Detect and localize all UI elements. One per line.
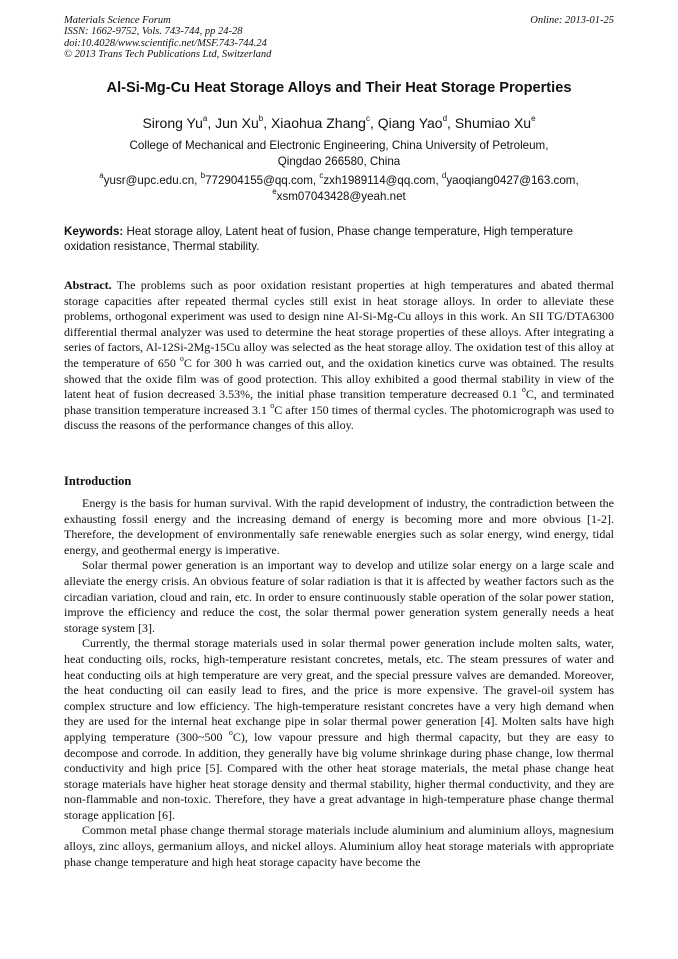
email-mark: e (272, 186, 277, 196)
journal-name: Materials Science Forum (64, 15, 171, 26)
journal-doi: doi:10.4028/www.scientific.net/MSF.743-744.24 (64, 37, 267, 49)
section-heading: Introduction (64, 474, 132, 488)
abstract (64, 278, 614, 434)
author-mark: a (202, 114, 208, 124)
author-name: Shumiao Xu (454, 115, 532, 131)
affiliation-line: Qingdao 266580, China (277, 154, 401, 168)
keywords-text: Heat storage alloy, Latent heat of fusion, Phase change temperature, High temperature oxidation resistance, Thermal stability. (64, 225, 573, 254)
affiliation (64, 138, 614, 169)
paragraph-text: Currently, the thermal storage materials used in solar thermal power generation include molten salts, water, heat conducting oils, rocks, high-temperature resistant concretes, metals, etc. The steam pressures of water and heat conducting oils at high temperature are very great, and the special pressure valves are demanded. Moreover, the heat conducting oil can easily lead to fires, and the price is more expensive. The gravel-oil system has complex structure and low efficiency. The high-temperature resistant concretes have a very high demand when they are used for the internal heat exchange pipe in solar thermal power generation [4]. Molten salts have high applying temperature (300~500 (64, 636, 614, 744)
journal-issn: ISSN: 1662-9752, Vols. 743-744, pp 24-28 (64, 26, 243, 38)
keywords-label: Keywords: (64, 225, 124, 238)
paragraph (64, 636, 614, 823)
email-address: 772904155@qq.com (205, 174, 313, 187)
author-name: Sirong Yu (142, 115, 203, 131)
author-list: Sirong Yu$^a$, Jun Xu$^b$, Xiaohua Zhang$^c$, Qiang Yao$^d$, Shumiao Xu$^e$ (142, 114, 536, 131)
journal-copyright: © 2013 Trans Tech Publications Ltd, Switzerland (64, 49, 272, 61)
email-address: yusr@upc.edu.cn (103, 174, 195, 187)
author-mark: d (442, 114, 448, 124)
author-mark: c (365, 114, 370, 124)
affiliation-line: College of Mechanical and Electronic Engineering, China University of Petroleum, (129, 139, 549, 152)
email-address: yaoqiang0427@163.com (446, 174, 576, 187)
email-mark: c (319, 171, 324, 181)
abstract-label: Abstract. (64, 278, 112, 292)
journal-header (64, 15, 444, 61)
degree-mark: o (228, 727, 233, 737)
online-date: Online: 2013-01-25 (530, 15, 614, 26)
email-address: zxh1989114@qq.com (323, 174, 436, 187)
email-mark: d (441, 171, 447, 181)
email-address: xsm07043428@yeah.net (276, 189, 406, 203)
paragraph: Energy is the basis for human survival. With the rapid development of industry, the contradiction between the exhausting fossil energy and the increasing demand of energy is becoming more and more obvious [1-2]. Therefore, the development of environmentally safe renewable energies such as solar energy, wind energy, tidal energy, and geothermal energy is imperative. (64, 496, 614, 557)
author-name: Jun Xu (215, 115, 259, 131)
abstract-text: The problems such as poor oxidation resistant properties at high temperatures and abated thermal storage capacities after repeated thermal cycles still exist in heat storage alloys. In order to alleviate these problems, orthogonal experiment was used to design nine Al-Si-Mg-Cu alloys in this work. An SII TG/DTA6300 differential thermal analyzer was used to determine the heat storage properties of these alloys. After integrating a series of factors, Al-12Si-2Mg-15Cu alloy was selected as the heat storage alloy. The oxidation test of this alloy at the temperature of 650 (64, 278, 614, 370)
abstract-text: C after 150 times of thermal cycles. The photomicrograph was used to discuss the reasons of the performance changes of this alloy. (64, 402, 615, 433)
paper-title: Al-Si-Mg-Cu Heat Storage Alloys and Their Heat Storage Properties (106, 80, 572, 96)
author-mark: b (258, 114, 264, 124)
abstract-text: C for 300 h was carried out, and the oxidation kinetics curve was obtained. The results showed that the oxide film was of good protection. This alloy exhibited a good thermal stability in view of the latent heat of fusion decreased 3.53%, the initial phase transition temperature decreased 0.1 (64, 355, 614, 402)
introduction (64, 496, 614, 870)
author-name: Xiaohua Zhang (270, 115, 366, 131)
email-mark: a (99, 171, 104, 181)
author-mark: e (531, 114, 536, 124)
abstract-text: C, and terminated phase transition temperature increased 3.1 (64, 387, 614, 417)
paragraph: Common metal phase change thermal storage materials include aluminium and aluminium alloys, magnesium alloys, zinc alloys, germanium alloys, and nickel alloys. Aluminium alloy heat storage materials with appropriate phase change temperature and high heat storage capacity have become the (64, 823, 614, 869)
degree-mark: o (521, 385, 526, 395)
email-mark: b (200, 171, 206, 181)
paragraph-text: C), low vapour pressure and high thermal capacity, but they are easy to decompose and corrode. In addition, they generally have big volume shrinkage during phase change, low thermal conductivity and high price [5]. Compared with the other heat storage materials, the metal phase change heat storage materials have higher heat storage density and thermal stability, higher thermal conductivity, and they are non-flammable and non-toxic. Therefore, they have a great advantage in high-temperature phase change thermal storage application [6]. (64, 729, 615, 822)
paragraph: Solar thermal power generation is an important way to develop and utilize solar energy on a large scale and alleviate the energy crisis. An obvious feature of solar radiation is that it is affected by weather factors such as the circadian variation, cloud and rain, etc. In order to ensure continuously stable operation of the solar power station, improve the efficiency and reduce the cost, the solar thermal power generation system generally needs a heat storage system [3]. (64, 558, 614, 635)
keywords (64, 224, 614, 255)
email-list: $^a$yusr@upc.edu.cn, $^b$772904155@qq.com, $^c$zxh1989114@qq.com, $^d$yaoqiang0427@163.com, $^e$xsm07043428@yeah.net (99, 171, 579, 203)
degree-mark: o (270, 400, 275, 410)
degree-mark: o (179, 353, 184, 363)
author-name: Qiang Yao (377, 115, 443, 131)
